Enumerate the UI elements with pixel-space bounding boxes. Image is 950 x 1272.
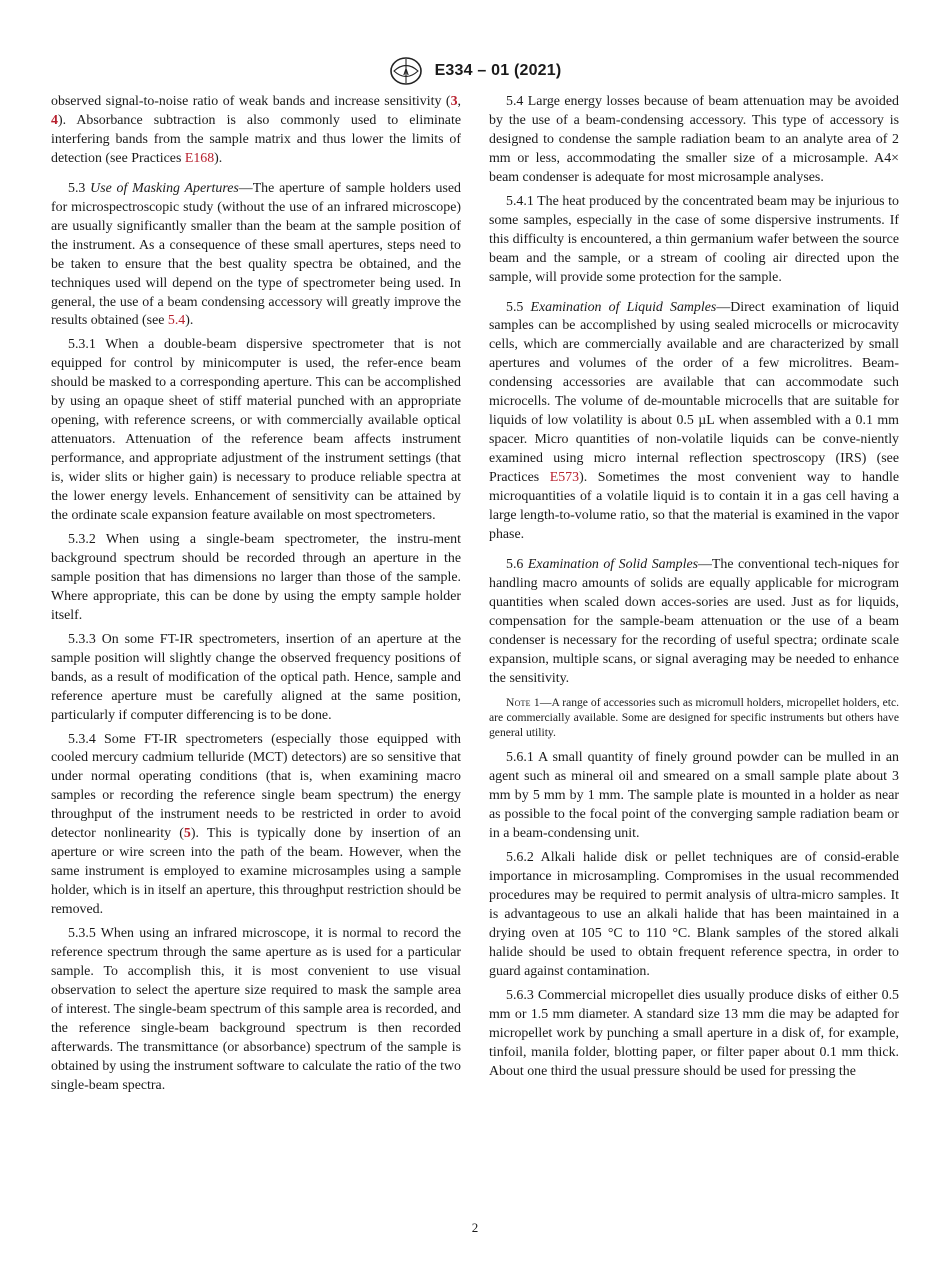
- page-number: 2: [471, 1220, 479, 1235]
- right-column: [489, 93, 899, 1087]
- practice-link-e573[interactable]: E573: [549, 470, 580, 486]
- section-5-3-2: 5.3.2 When using a single-beam spectrometer, the instru-ment background spectrum should be recorded through an aperture in the sample position that has dimensions no larger than those of the sample. Where appropriate, this can be done by using the empty sample holder itself.: [51, 531, 461, 623]
- note-label: Note 1: [506, 695, 540, 709]
- citation-link-5[interactable]: 5: [183, 826, 191, 842]
- section-title: Use of Masking Apertures: [90, 180, 239, 196]
- note-1: Note 1—A range of accessories such as micromull holders, micropellet holders, etc. are commercially available. Some are designed for specific instruments but others have general utility.: [489, 695, 899, 740]
- document-code: E334 – 01 (2021): [434, 62, 562, 79]
- svg-text:A: A: [402, 68, 409, 77]
- section-link-5-4[interactable]: 5.4: [167, 313, 186, 329]
- section-5-3: 5.3 Use of Masking Apertures—The aperture of sample holders used for microspectroscopic study (without the use of an infrared microscope) are usually significantly smaller than the beam at the sample position of the instrument. As a consequence of these small apertures, steps need to be taken to ensure that the best quality spectra be obtained, and the techniques used will depend on the type of spectrometer being used. In general, the use of a beam condensing accessory will greatly improve the results obtained (see 5.4).: [51, 180, 461, 329]
- page-header: [0, 56, 950, 86]
- astm-logo-icon: [389, 56, 423, 86]
- practice-link-e168[interactable]: E168: [184, 150, 215, 166]
- section-5-6: 5.6 Examination of Solid Samples—The conventional tech-niques for handling macro amounts of solids are equally applicable for microgram quantities when scaled down acces-sories are used. Just as for liquids, compensation for the sample-beam attenuation or the use of a beam condenser is necessary for the recording of useful spectra; ordinate scale expansion, multiple scans, or signal averaging may be needed to enhance the sensitivity.: [489, 556, 899, 686]
- section-5-5: 5.5 Examination of Liquid Samples—Direct examination of liquid samples can be accomplished by using sealed microcells or microcavity cells, which are commercially available and are characterized by small apertures and volumes of the order of a few microlitres. Beam-condensing accessories are available that can accommodate such microcells. The volume of de-mountable microcells that are suitable for liquids of low volatility is about 0.5 µL when assembled with a 0.1 mm spacer. Micro quantities of non-volatile liquids can be conve-niently examined using micro internal reflection spectroscopy (IRS) (see Practices E573). Sometimes the most convenient way to handle microquantities of a volatile liquid is to contain it in a gas cell having a large length-to-volume ratio, so that the material is examined in the vapor phase.: [489, 299, 900, 542]
- section-5-4: 5.4 Large energy losses because of beam attenuation may be avoided by the use of a beam-condensing accessory. This type of accessory is designed to condense the sample radiation beam to an analyte area of 2 mm or less, accommodating the smaller size of a microsample. A4× beam condenser is adequate for most microsample analyses.: [489, 94, 899, 185]
- section-5-3-4: 5.3.4 Some FT-IR spectrometers (especially those equipped with cooled mercury cadmium telluride (MCT) detectors) are so sensitive that under normal operating conditions (that is, when examining macro samples or recording the reference single beam spectrum) the energy throughput of the instrument needs to be restricted in order to avoid detector nonlinearity (5). This is typically done by insertion of an aperture or wire screen into the path of the beam. However, when the same instrument is employed to examine microsamples using a sample holder, which is in itself an aperture, this throughput restriction should be removed.: [51, 731, 461, 918]
- paragraph-continued: observed signal-to-noise ratio of weak bands and increase sensitivity (3, 4). Absorbance subtraction is also commonly used to eliminate interfering bands from the sample matrix and thus lower the limits of detection (see Practices E168).: [51, 94, 461, 166]
- section-title: Examination of Solid Samples: [527, 556, 699, 572]
- section-5-6-2: 5.6.2 Alkali halide disk or pellet techniques are of consid-erable importance in microsampling. Compromises in the usual recommended procedures may be required to permit analysis of ultra-micro samples. It is advantageous to use an alkali halide that has been maintained in a drying oven at 105 °C to 110 °C. Blank samples of the stored alkali halide should be used to obtain frequent reference spectra, in order to guard against contamination.: [489, 850, 899, 979]
- section-5-3-5: 5.3.5 When using an infrared microscope, it is normal to record the reference spectrum through the same aperture as is used for a particular sample. To accomplish this, it is most convenient to use visual observation to select the aperture size required to mask the sample area of interest. The single-beam spectrum of this sample area is recorded, and the reference single-beam background spectrum is then recorded afterwards. The transmittance (or absorbance) spectrum of the sample is obtained by using the instrument software to calculate the ratio of the two single-beam spectra.: [51, 926, 461, 1093]
- section-5-3-1: 5.3.1 When a double-beam dispersive spectrometer that is not equipped for control by minicomputer is used, the refer-ence beam should be masked to a corresponding aperture. This can be accomplished by using an opaque sheet of stiff material punched with an appropriate opening, with reference screens, or with commercially available optical attenuators. Attenuation of the reference beam affects instrument performance, and appropriate adjustment of the instrument settings (that is, wider slits or higher gain) is necessary to produce reliable spectra at the lower energy levels. Enhancement of sensitivity can be attained by the ordinate scale expansion feature available on most spectrometers.: [51, 337, 461, 524]
- section-5-4-1: 5.4.1 The heat produced by the concentrated beam may be injurious to some samples, especially in the case of some dispersive instruments. If this difficulty is encountered, a thin germanium wafer between the source beam and the sample, or a stream of cooling air directed upon the sample, will provide some protection for the sample.: [489, 193, 899, 285]
- section-5-3-3: 5.3.3 On some FT-IR spectrometers, insertion of an aperture at the sample position will slightly change the observed frequency positions of bands, as a result of modification of the optical path. Hence, sample and reference aperture must be carefully aligned at the same position, particularly if computer differencing is to be done.: [51, 631, 461, 723]
- left-column: [51, 93, 461, 1101]
- section-5-6-1: 5.6.1 A small quantity of finely ground powder can be mulled in an agent such as mineral oil and smeared on a small sample plate about 3 mm by 5 mm by 1 mm. The sample plate is mounted in a holder as near as possible to the focal point of the converging sample radiation beam or in a beam-condensing unit.: [489, 750, 899, 842]
- section-title: Examination of Liquid Samples: [530, 299, 717, 315]
- citation-link-3[interactable]: 3: [450, 94, 458, 109]
- section-5-6-3: 5.6.3 Commercial micropellet dies usually produce disks of either 0.5 mm or 1.5 mm diameter. A standard size 13 mm die may be adapted for micropellet work by punching a small aperture in a disk of, for example, tinfoil, manila folder, blotting paper, or filter paper about 0.1 mm thick. About one third the usual pressure should be used for pressing the: [489, 987, 899, 1079]
- citation-link-4[interactable]: 4: [51, 112, 58, 128]
